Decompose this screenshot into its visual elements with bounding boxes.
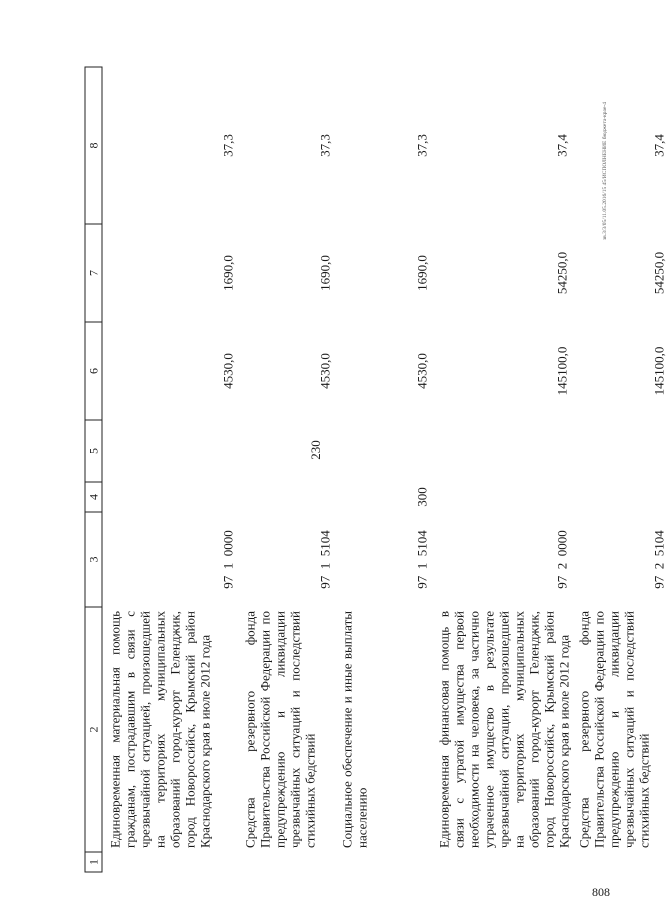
row-value-6: 4530,0 bbox=[414, 353, 430, 389]
col-header: 5 bbox=[85, 420, 102, 482]
row-code: 97 1 0000 bbox=[220, 530, 236, 589]
row-code-5 bbox=[572, 420, 669, 482]
row-code: 97 1 5104 bbox=[414, 530, 430, 589]
row-value-8: 37,3 bbox=[414, 134, 430, 157]
row-value-6: 145100,0 bbox=[554, 346, 570, 396]
row-code-5 bbox=[238, 420, 335, 482]
col-header: 2 bbox=[85, 607, 102, 852]
row-description: Средства резервного фонда Правительства Российской Федерации по предупреждению и ликвидации чрезвычайных ситуаций и последствий стихийных бедствий bbox=[576, 611, 652, 848]
col-header: 4 bbox=[85, 482, 102, 512]
row-description: Единовременная финансовая помощь в связи с утратой имущества первой необходимости на человека, за частично утраченное имущество в результате чрезвычайной ситуации, произошедшей на территориях муниципальных образований город-курорт Геленджик, город Новороссийск, Крымский район Краснодарского края в июле 2012 года bbox=[436, 611, 572, 848]
row-value-7: 1690,0 bbox=[414, 255, 430, 291]
row-description: Социальное обеспечение и иные выплаты населению bbox=[339, 611, 370, 848]
row-code-5 bbox=[335, 420, 432, 482]
row-value-8: 37,4 bbox=[554, 134, 570, 157]
row-code-5 bbox=[102, 420, 238, 482]
row-code-4 bbox=[432, 482, 572, 512]
row-value-6: 4530,0 bbox=[220, 353, 236, 389]
col-header: 7 bbox=[85, 224, 102, 322]
row-description: Средства резервного фонда Правительства Российской Федерации по предупреждению и ликвидации чрезвычайных ситуаций и последствий стихийных бедствий bbox=[242, 611, 318, 848]
col-header: 6 bbox=[85, 322, 102, 420]
row-value-7: 54250,0 bbox=[651, 251, 667, 295]
row-description: Единовременная материальная помощь гражданам, пострадавшим в связи с чрезвычайной ситуацией, произошедшей на территориях муниципальных образований город-курорт Геленджик, город Новороссийск, Крымский район Краснодарского края в июле 2012 года bbox=[107, 611, 213, 848]
budget-table bbox=[85, 67, 669, 873]
col-header: 1 bbox=[85, 852, 102, 872]
row-value-7: 1690,0 bbox=[220, 255, 236, 291]
table-row bbox=[238, 67, 335, 872]
row-code: 97 1 5104 bbox=[317, 530, 333, 589]
header-row bbox=[85, 67, 102, 872]
row-code-4 bbox=[238, 482, 335, 512]
table-row bbox=[335, 67, 432, 872]
row-code-4: 300 bbox=[414, 487, 430, 507]
row-code-4 bbox=[572, 482, 669, 512]
row-value-8: 37,3 bbox=[220, 134, 236, 157]
row-value-7: 54250,0 bbox=[554, 251, 570, 295]
row-code-5 bbox=[432, 420, 572, 482]
table-row bbox=[572, 67, 669, 872]
row-value-8: 37,3 bbox=[317, 134, 333, 157]
row-value-8: 37,4 bbox=[651, 134, 667, 157]
row-value-6: 145100,0 bbox=[651, 346, 667, 396]
table-row bbox=[432, 67, 572, 872]
row-code-4 bbox=[102, 482, 238, 512]
row-value-6: 4530,0 bbox=[317, 353, 333, 389]
page-number: 230 bbox=[307, 440, 323, 460]
col-header: 8 bbox=[85, 67, 102, 224]
side-page-number: 808 bbox=[592, 885, 610, 899]
col-header: 3 bbox=[85, 512, 102, 607]
file-stamp: зв.3/3/05/11.05.2016/15 45/ИСПОЛНЕНИЕ бюджета-крае-4 bbox=[602, 102, 608, 240]
table-row bbox=[102, 67, 238, 872]
row-code: 97 2 0000 bbox=[554, 530, 570, 589]
row-code: 97 2 5104 bbox=[651, 530, 667, 589]
row-value-7: 1690,0 bbox=[317, 255, 333, 291]
